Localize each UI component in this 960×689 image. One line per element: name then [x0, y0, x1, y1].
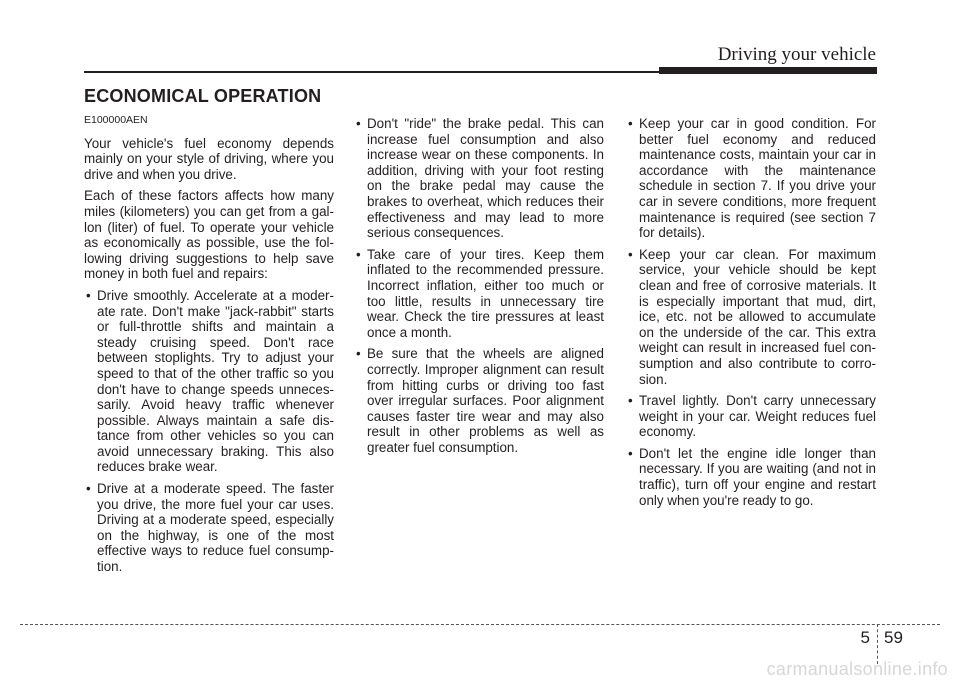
- text-column-3: [626, 116, 876, 514]
- intro-paragraph: Each of these factors affects how many miles (kilometers) you can get from a gallon (liter) of fuel. To operate your vehicle as economically as possible, use the following driving suggestions to help save money in both fuel and repairs:: [84, 188, 334, 282]
- bullet-icon: •: [628, 393, 633, 409]
- intro-paragraph: Your vehicle's fuel economy depends mainly on your style of driving, where you drive and when you drive.: [84, 135, 334, 182]
- list-item-text: Keep your car clean. For maximum service, your vehicle should be kept clean and free of corrosive materials. It is especially important that mud, dirt, ice, etc. not be allowed to accumulate on the underside of the car. This extra weight can result in increased fuel consumption and also contribute to corrosion.: [639, 246, 876, 387]
- list-item-text: Take care of your tires. Keep them inflated to the recommended pressure. Incorrect inflation, either too much or too little, results in unnecessary tire wear. Check the tire pressures at least once a month.: [367, 246, 604, 340]
- text-column-1: [84, 113, 334, 581]
- list-item: [354, 346, 604, 455]
- list-item-text: Be sure that the wheels are aligned correctly. Improper alignment can result from hitting curbs or driving too fast over irregular surfaces. Poor alignment causes faster tire wear and may also result in other problems as well as greater fuel consumption.: [367, 346, 604, 455]
- list-item: [354, 116, 604, 241]
- bullet-icon: •: [628, 246, 633, 262]
- bullet-icon: •: [356, 346, 361, 362]
- list-item: [84, 288, 334, 475]
- list-item-text: Drive at a moderate speed. The faster you drive, the more fuel your car uses. Driving at a moderate speed, especially on the highway, is one of the most effective ways to reduce fuel consumption.: [97, 481, 334, 575]
- footer-dashed-rule: [20, 624, 940, 625]
- bullet-icon: •: [356, 246, 361, 262]
- section-number: 5: [860, 628, 870, 647]
- bullet-icon: •: [86, 481, 91, 497]
- list-item-text: Don't let the engine idle longer than necessary. If you are waiting (and not in traffic), turn off your engine and restart only when you're ready to go.: [639, 445, 876, 508]
- bullet-icon: •: [86, 287, 91, 303]
- section-header: Driving your vehicle: [717, 44, 876, 65]
- bullet-icon: •: [628, 445, 633, 461]
- list-item-text: Travel lightly. Don't carry unnecessary weight in your car. Weight reduces fuel economy.: [639, 393, 876, 440]
- text-column-2: [354, 116, 604, 461]
- header-rule-thick: [659, 67, 877, 74]
- list-item-text: Keep your car in good condition. For better fuel economy and reduced maintenance costs, maintain your car in accordance with the maintenance schedule in section 7. If you drive your car in severe conditions, more frequent maintenance is required (see section 7 for details).: [639, 116, 876, 241]
- list-item: [626, 446, 876, 508]
- section-code: E100000AEN: [84, 114, 148, 126]
- bullet-list: [354, 116, 604, 455]
- bullet-icon: •: [356, 116, 361, 131]
- list-item: [84, 481, 334, 575]
- list-item-text: Drive smoothly. Accelerate at a moderate rate. Don't make "jack-rabbit" starts or full-throttle shifts and maintain a steady cruising speed. Don't race between stoplights. Try to adjust your speed to that of the other traffic so you don't have to change speeds unnecessarily. Avoid heavy traffic whenever possible. Always maintain a safe distance from other vehicles so you can avoid unnecessary braking. This also reduces brake wear.: [97, 287, 334, 475]
- page-title: ECONOMICAL OPERATION: [84, 86, 322, 106]
- header-rule-thin: [84, 71, 659, 73]
- bullet-list: [84, 288, 334, 575]
- bullet-list: [626, 116, 876, 508]
- list-item: [354, 247, 604, 341]
- bullet-icon: •: [628, 116, 633, 131]
- list-item-text: Don't "ride" the brake pedal. This can increase fuel consumption and also increase wear on these components. In addition, driving with your foot resting on the brake pedal may cause the brakes to overheat, which reduces their effectiveness and may lead to more serious consequences.: [367, 116, 604, 241]
- page-number-divider: [877, 624, 878, 664]
- list-item: [626, 247, 876, 387]
- page-number: 59: [884, 628, 903, 647]
- list-item: [626, 393, 876, 440]
- list-item: [626, 116, 876, 241]
- watermark: carmanualsonline.info: [766, 659, 948, 679]
